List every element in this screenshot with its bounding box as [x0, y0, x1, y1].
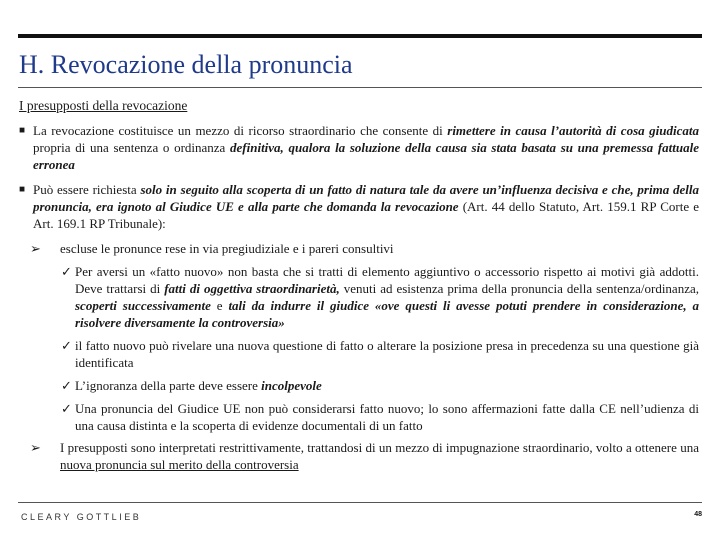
- title-rule: [18, 87, 702, 88]
- check-item-fatto-nuovo: ✓ Per aversi un «fatto nuovo» non basta che si tratti di elemento aggiuntivo o accessorio rispetto ai motivi già addotti. Deve trattarsi di fatti di oggettiva straordinarietà, venuti ad esistenza prima della pronuncia della sentenza/ordinanza, scoperti successivamente e tali da indurre il giudice «ove questi li avesse potuti prendere in considerazione, a risolvere diversamente la controversia»: [61, 264, 699, 330]
- check-item-pronuncia-giudice: ✓ Una pronuncia del Giudice UE non può considerarsi fatto nuovo; lo sono affermazioni fatte dalla CE nell’udienza di una causa distinta e la scoperta di evidenze documentali di un fatto: [61, 401, 699, 433]
- top-rule: [18, 34, 702, 38]
- check-icon: ✓: [61, 264, 72, 279]
- slide-title: H. Revocazione della pronuncia: [19, 50, 353, 79]
- arrow-bullet-icon: ➢: [30, 440, 41, 455]
- subitem-presupposti-restrittivi: ➢ I presupposti sono interpretati restrittivamente, trattandosi di un mezzo di impugnazione straordinario, volto a ottenere una nuova pronuncia sul merito della controversia: [30, 440, 699, 472]
- cleary-gottlieb-logo: CLEARY GOTTLIEB: [21, 512, 142, 522]
- square-bullet-icon: ■: [19, 125, 26, 136]
- check-item-ignoranza: ✓ L’ignoranza della parte deve essere incolpevole: [61, 378, 322, 393]
- section-subheading: I presupposti della revocazione: [19, 98, 188, 113]
- page-number: 48: [694, 511, 702, 518]
- check-icon: ✓: [61, 338, 72, 353]
- slide-content: [19, 122, 699, 479]
- check-item-nuova-questione: ✓ il fatto nuovo può rivelare una nuova questione di fatto o alterare la posizione presa in precedenza su una questione già identificata: [61, 338, 699, 370]
- subitem-escluse-pronunce: ➢ escluse le pronunce rese in via pregiudiziale e i pareri consultivi: [30, 241, 394, 256]
- check-icon: ✓: [61, 378, 72, 393]
- bullet-richiesta-conditions: ■ Può essere richiesta solo in seguito alla scoperta di un fatto di natura tale da avere un’influenza decisiva e che, prima della pronuncia, era ignoto al Giudice UE e alla parte che domanda la revocazione (Art. 44 dello Statuto, Art. 159.1 RP Corte e Art. 169.1 RP Tribunale):: [19, 182, 699, 231]
- footer-rule: [18, 502, 702, 503]
- check-icon: ✓: [61, 401, 72, 416]
- square-bullet-icon: ■: [19, 184, 26, 195]
- arrow-bullet-icon: ➢: [30, 241, 41, 256]
- bullet-revocazione-definition: ■ La revocazione costituisce un mezzo di ricorso straordinario che consente di rimettere in causa l’autorità di cosa giudicata propria di una sentenza o ordinanza definitiva, qualora la soluzione della causa sia stata basata su una premessa fattuale erronea: [19, 123, 699, 172]
